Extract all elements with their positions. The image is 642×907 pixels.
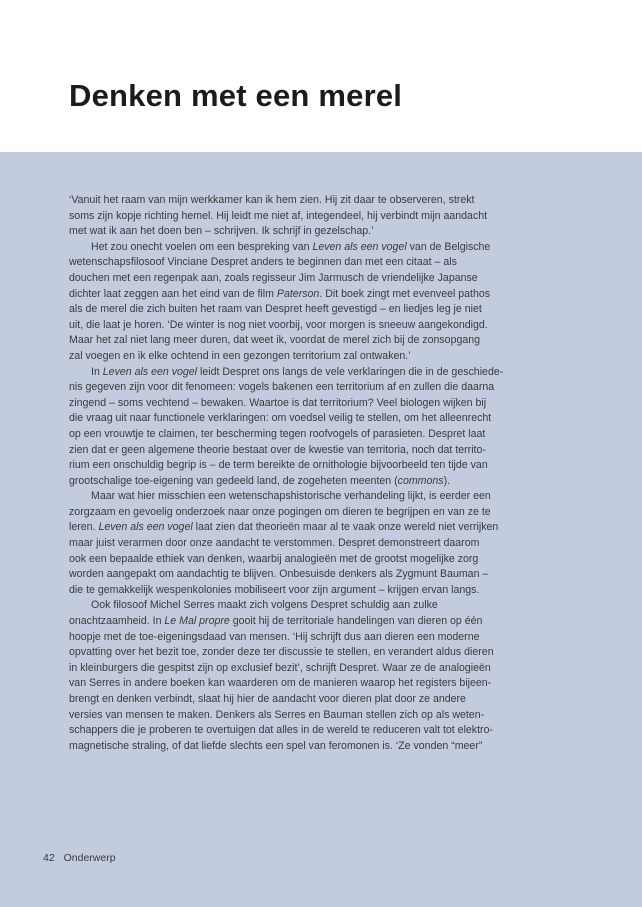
text-run: ).: [443, 474, 451, 487]
text-line: [69, 333, 575, 349]
text-run: die vraag uit naar functionele verklaringen: om voedsel veilig te stellen, om het alleenrecht: [69, 412, 492, 425]
page-number: 42: [43, 852, 55, 864]
text-run: versies van mensen te maken. Denkers als Serres en Bauman stellen zich op als weten-: [69, 708, 485, 721]
text-line: [69, 614, 575, 630]
text-line: [69, 489, 575, 505]
text-line: [69, 552, 575, 568]
italic-title: Leven als een vogel: [102, 365, 198, 378]
text-line: [69, 739, 575, 755]
text-run: leren.: [69, 521, 99, 534]
text-run: zal voegen en ik elke ochtend in een gezongen territorium zal ontwaken.’: [69, 349, 411, 362]
text-line: [69, 349, 575, 365]
text-run: zien dat er geen algemene theorie bestaat over de kwestie van territoria, noch dat territo-: [69, 443, 486, 456]
text-run: Het zou onecht voelen om een bespreking van: [91, 240, 313, 253]
text-run: uit, die laat je horen. ‘De winter is nog niet voorbij, voor morgen is sneeuw aangekondigd.: [69, 318, 488, 331]
text-run: wetenschapsfilosoof Vinciane Despret anders te beginnen dan met een citaat – als: [69, 256, 457, 269]
header-area: [0, 0, 642, 152]
text-run: nis gegeven zijn voor dit fenomeen: vogels bakenen een territorium af en zullen die daarna: [69, 381, 495, 394]
text-run: ook een bepaalde ethiek van denken, waarbij analogieën met de grootst mogelijke zorg: [69, 552, 479, 565]
text-line: [69, 583, 575, 599]
text-line: [69, 723, 575, 739]
italic-title: Le Mal propre: [164, 615, 230, 628]
italic-title: commons: [397, 474, 444, 487]
text-line: [69, 255, 575, 271]
text-run: . Dit boek zingt met evenveel pathos: [319, 287, 491, 300]
text-run: opvatting over het bezit toe, zonder deze ter discussie te stellen, en verandert aldus dieren: [69, 646, 494, 659]
text-line: [69, 224, 575, 240]
text-run: zorgzaam en gevoelig onderzoek naar onze pogingen om dieren te begrijpen en van ze te: [69, 505, 491, 518]
text-run: met wat ik aan het doen ben – schrijven. Ik schrijf in gezelschap.’: [69, 225, 374, 238]
text-line: [69, 271, 575, 287]
text-line: [69, 505, 575, 521]
text-run: in kleinburgers die gespitst zijn op exclusief bezit’, schrijft Despret. Waar ze de analogieën: [69, 661, 491, 674]
section-label: Onderwerp: [63, 852, 116, 864]
text-line: [69, 598, 575, 614]
text-line: [69, 193, 575, 209]
text-run: maar juist verarmen door onze aandacht te verstommen. Despret demonstreert daarom: [69, 537, 480, 550]
text-line: [69, 411, 575, 427]
text-line: [69, 302, 575, 318]
text-line: [69, 240, 575, 256]
text-line: [69, 474, 575, 490]
text-run: Maar wat hier misschien een wetenschapshistorische verhandeling lijkt, is eerder een: [91, 490, 491, 503]
page-title: Denken met een merel: [69, 78, 403, 113]
text-run: Maar het zal niet lang meer duren, dat weet ik, voordat de merel zich bij de zonsopgang: [69, 334, 481, 347]
text-run: die te gemakkelijk wespenkolonies mobiliseert voor zijn argument – krijgen ervan langs.: [69, 583, 480, 596]
text-line: [69, 458, 575, 474]
text-line: [69, 427, 575, 443]
text-run: ‘Vanuit het raam van mijn werkkamer kan ik hem zien. Hij zit daar te observeren, strekt: [69, 194, 475, 206]
text-run: op een vrouwtje te claimen, ter bescherming tegen roofvogels of parasieten. Despret laat: [69, 427, 486, 440]
text-line: [69, 318, 575, 334]
text-run: grootschalige toe-eigening van gedeeld land, de zogeheten meenten (: [69, 474, 398, 487]
text-run: In: [91, 365, 103, 378]
text-run: brengt en denken verbindt, slaat hij hier de aandacht voor dieren plat door ze andere: [69, 693, 466, 705]
text-line: [69, 661, 575, 677]
text-run: als de merel die zich buiten het raam van Despret heeft gevestigd – en liedjes leg je niet: [69, 303, 482, 316]
text-line: [69, 676, 575, 692]
text-run: rium een onschuldig begrip is – de term bereikte de ornithologie bijvoorbeeld ten tijde van: [69, 459, 488, 472]
text-run: soms zijn kopje richting hemel. Hij leidt me niet af, integendeel, hij verbindt mijn aandacht: [69, 209, 488, 222]
italic-title: Paterson: [276, 287, 320, 300]
text-run: gooit hij de territoriale handelingen van dieren op één: [229, 615, 483, 628]
italic-title: Leven als een vogel: [98, 521, 193, 534]
text-run: van de Belgische: [406, 240, 491, 253]
text-run: van Serres in andere boeken kan waarderen om de manieren waarop het registers bijeen-: [69, 677, 492, 690]
text-run: hoopje met de toe-eigeningsdaad van mensen. ‘Hij schrijft dus aan dieren een moderne: [69, 630, 480, 643]
text-line: [69, 443, 575, 459]
italic-title: Leven als een vogel: [312, 240, 407, 253]
text-line: [69, 692, 575, 708]
text-run: douchen met een regenpak aan, zoals regisseur Jim Jarmusch de vriendelijke Japanse: [69, 271, 478, 284]
text-line: [69, 536, 575, 552]
text-line: [69, 287, 575, 303]
text-run: leidt Despret ons langs de vele verklaringen die in de geschiede-: [197, 365, 504, 378]
text-line: [69, 708, 575, 724]
article-body: [69, 193, 575, 754]
text-line: [69, 396, 575, 412]
text-run: magnetische straling, of dat liefde slechts een spel van feromonen is. ‘Ze vonden “meer”: [69, 739, 483, 752]
text-line: [69, 630, 575, 646]
text-line: [69, 567, 575, 583]
text-run: laat zien dat theorieën maar al te vaak onze wereld niet verrijken: [192, 521, 499, 534]
text-run: zingend – soms vechtend – bewaken. Waartoe is dat territorium? Veel biologen wijken bij: [69, 396, 487, 409]
text-line: [69, 209, 575, 225]
text-run: schappers die je proberen te overtuigen dat alles in de wereld te reduceren valt tot elektro-: [69, 724, 493, 737]
text-line: [69, 520, 575, 536]
text-run: onachtzaamheid. In: [69, 615, 165, 628]
page-footer: [43, 852, 116, 864]
text-line: [69, 645, 575, 661]
text-run: Ook filosoof Michel Serres maakt zich volgens Despret schuldig aan zulke: [91, 599, 438, 612]
text-line: [69, 380, 575, 396]
text-run: dichter laat zeggen aan het eind van de film: [69, 287, 277, 300]
text-line: [69, 365, 575, 381]
text-run: worden aangepakt om aandachtig te blijven. Onbesuisde denkers als Zygmunt Bauman –: [69, 568, 489, 581]
